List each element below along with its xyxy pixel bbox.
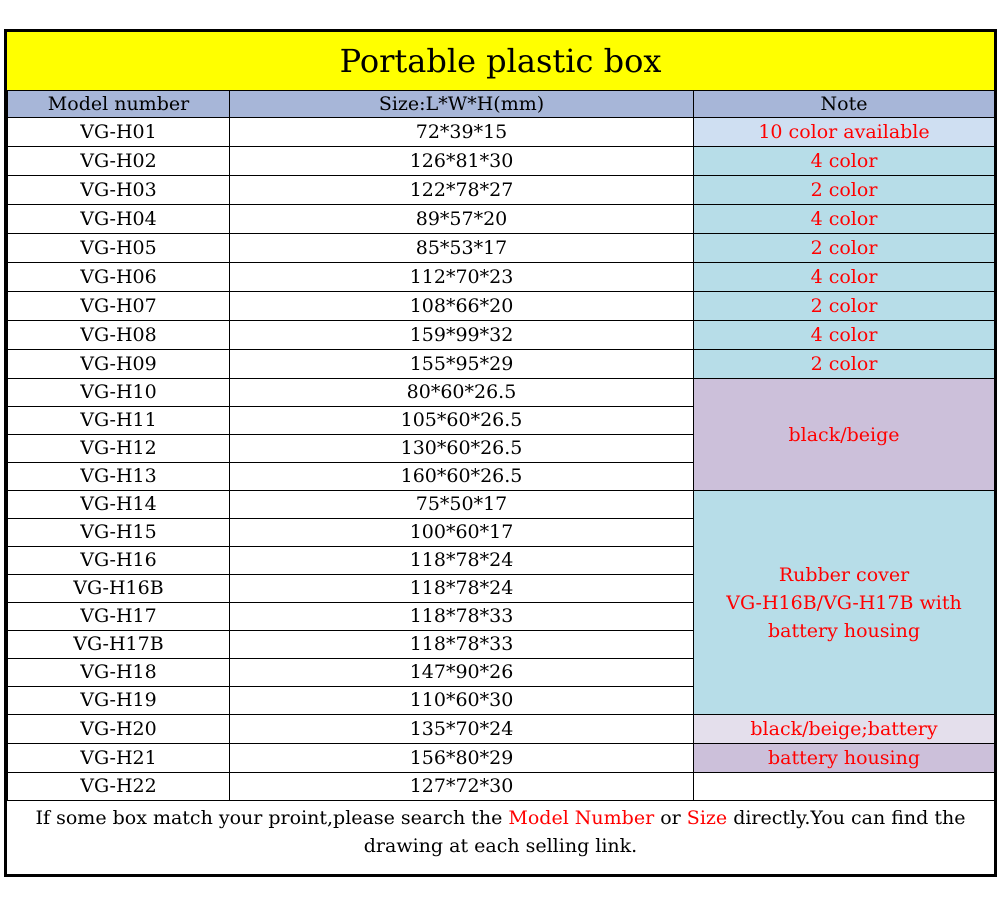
table-row (8, 176, 995, 205)
note-cell: 4 color (694, 263, 995, 292)
table-row (8, 379, 995, 407)
model-number-cell: VG-H03 (8, 176, 230, 205)
model-number-cell: VG-H21 (8, 744, 230, 773)
model-number-cell: VG-H16 (8, 547, 230, 575)
size-cell: 159*99*32 (230, 321, 694, 350)
footer-part1: If some box match your proint,please search the (35, 807, 509, 829)
size-cell: 155*95*29 (230, 350, 694, 379)
model-number-cell: VG-H17 (8, 603, 230, 631)
model-number-cell: VG-H11 (8, 407, 230, 435)
note-cell: 4 color (694, 205, 995, 234)
model-number-cell: VG-H02 (8, 147, 230, 176)
footer-text (15, 804, 986, 860)
note-cell: 4 color (694, 147, 995, 176)
model-number-cell: VG-H15 (8, 519, 230, 547)
size-cell: 118*78*24 (230, 575, 694, 603)
note-cell: black/beige;battery (694, 715, 995, 744)
model-number-cell: VG-H09 (8, 350, 230, 379)
note-cell: 2 color (694, 234, 995, 263)
model-number-cell: VG-H12 (8, 435, 230, 463)
size-cell: 118*78*33 (230, 631, 694, 659)
model-number-cell: VG-H17B (8, 631, 230, 659)
size-cell: 127*72*30 (230, 773, 694, 801)
size-cell: 130*60*26.5 (230, 435, 694, 463)
header-size: Size:L*W*H(mm) (230, 91, 694, 118)
note-line: battery housing (768, 619, 920, 642)
model-number-cell: VG-H07 (8, 292, 230, 321)
model-number-cell: VG-H16B (8, 575, 230, 603)
note-cell: 2 color (694, 292, 995, 321)
model-number-cell: VG-H01 (8, 118, 230, 147)
header-note: Note (694, 91, 995, 118)
note-cell: 10 color available (694, 118, 995, 147)
size-cell: 75*50*17 (230, 491, 694, 519)
size-cell: 80*60*26.5 (230, 379, 694, 407)
footer-part2: or (654, 807, 687, 829)
footer-size-keyword: Size (686, 807, 728, 829)
size-cell: 122*78*27 (230, 176, 694, 205)
size-cell: 112*70*23 (230, 263, 694, 292)
size-cell: 118*78*33 (230, 603, 694, 631)
model-number-cell: VG-H05 (8, 234, 230, 263)
table-row (8, 744, 995, 773)
model-number-cell: VG-H18 (8, 659, 230, 687)
note-cell: black/beige (694, 379, 995, 491)
table-row (8, 321, 995, 350)
table-row (8, 205, 995, 234)
table-row (8, 234, 995, 263)
size-cell: 160*60*26.5 (230, 463, 694, 491)
table-header-row (8, 91, 995, 118)
header-model-number: Model number (8, 91, 230, 118)
size-cell: 147*90*26 (230, 659, 694, 687)
note-line: VG-H16B/VG-H17B with (726, 591, 962, 614)
footer-part3: directly.You can find the drawing at each selling link. (363, 807, 966, 857)
footer-note (7, 790, 994, 874)
page-title: Portable plastic box (7, 32, 994, 92)
model-number-cell: VG-H19 (8, 687, 230, 715)
table-body (8, 118, 995, 801)
model-number-cell: VG-H13 (8, 463, 230, 491)
size-cell: 108*66*20 (230, 292, 694, 321)
model-number-cell: VG-H22 (8, 773, 230, 801)
table-row (8, 147, 995, 176)
model-number-cell: VG-H10 (8, 379, 230, 407)
model-number-cell: VG-H14 (8, 491, 230, 519)
table-row (8, 350, 995, 379)
model-number-cell: VG-H20 (8, 715, 230, 744)
size-cell: 135*70*24 (230, 715, 694, 744)
note-cell: battery housing (694, 744, 995, 773)
size-cell: 126*81*30 (230, 147, 694, 176)
model-number-cell: VG-H06 (8, 263, 230, 292)
table-row (8, 491, 995, 519)
size-cell: 105*60*26.5 (230, 407, 694, 435)
note-cell: 2 color (694, 350, 995, 379)
model-table (7, 90, 995, 801)
note-line: Rubber cover (778, 563, 910, 586)
size-cell: 156*80*29 (230, 744, 694, 773)
note-cell: 2 color (694, 176, 995, 205)
product-table-frame (4, 29, 997, 877)
size-cell: 72*39*15 (230, 118, 694, 147)
note-cell: 4 color (694, 321, 995, 350)
size-cell: 118*78*24 (230, 547, 694, 575)
table-row (8, 118, 995, 147)
footer-model-number-keyword: Model Number (508, 807, 655, 829)
model-number-cell: VG-H08 (8, 321, 230, 350)
table-row (8, 263, 995, 292)
note-cell (694, 491, 995, 715)
size-cell: 110*60*30 (230, 687, 694, 715)
table-row (8, 715, 995, 744)
size-cell: 100*60*17 (230, 519, 694, 547)
size-cell: 89*57*20 (230, 205, 694, 234)
size-cell: 85*53*17 (230, 234, 694, 263)
table-row (8, 292, 995, 321)
model-number-cell: VG-H04 (8, 205, 230, 234)
